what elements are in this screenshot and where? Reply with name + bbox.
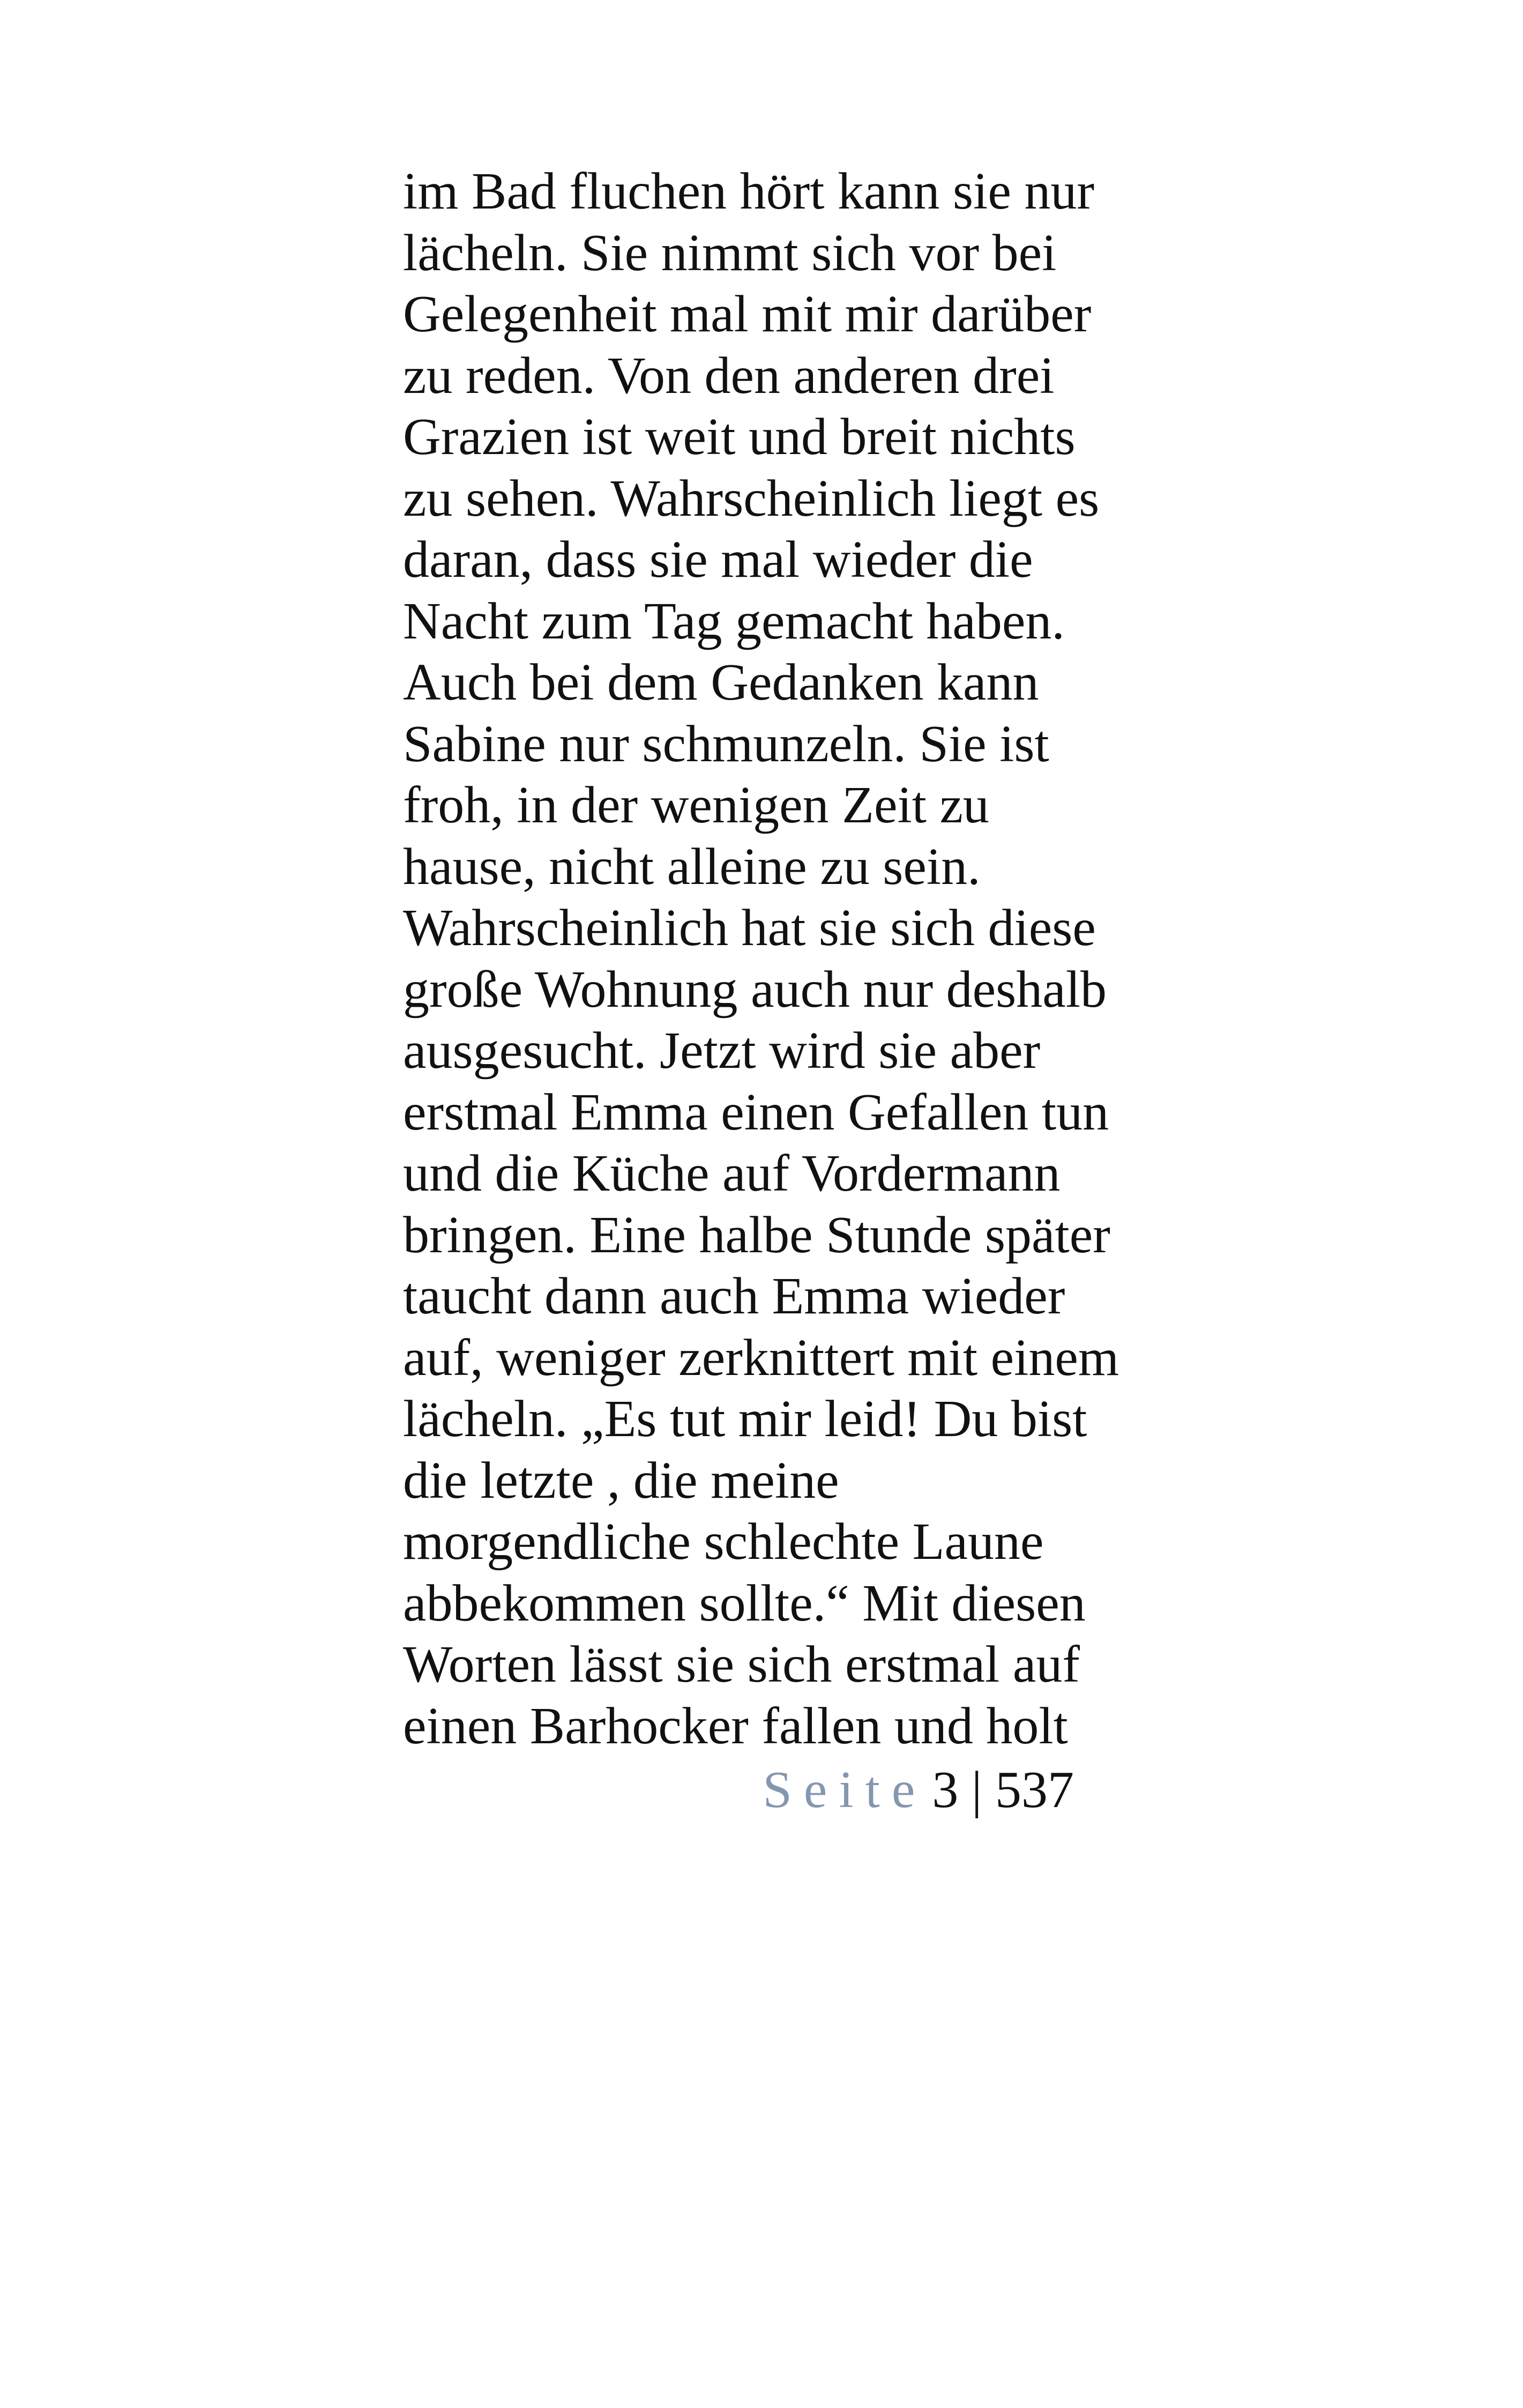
text-line: Auch bei dem Gedanken kann	[403, 653, 1039, 711]
text-line: erstmal Emma einen Gefallen tun	[403, 1083, 1109, 1141]
text-line: taucht dann auch Emma wieder	[403, 1267, 1065, 1325]
page-footer	[403, 1759, 1074, 1820]
text-line: daran, dass sie mal wieder die	[403, 531, 1033, 589]
text-line: und die Küche auf Vordermann	[403, 1144, 1061, 1202]
text-line: die letzte , die meine	[403, 1451, 839, 1510]
text-line: Worten lässt sie sich erstmal auf	[403, 1636, 1080, 1693]
text-line: ausgesucht. Jetzt wird sie aber	[403, 1022, 1041, 1080]
text-line: bringen. Eine halbe Stunde später	[403, 1206, 1110, 1264]
text-line: große Wohnung auch nur deshalb	[403, 960, 1107, 1019]
text-line: zu sehen. Wahrscheinlich liegt es	[403, 469, 1100, 527]
text-line: Grazien ist weit und breit nichts	[403, 408, 1076, 466]
body-text	[403, 161, 1164, 1757]
text-line: Gelegenheit mal mit mir darüber	[403, 285, 1092, 343]
page-number: 3 | 537	[932, 1761, 1074, 1819]
text-line: Sabine nur schmunzeln. Sie ist	[403, 715, 1049, 773]
text-line: Wahrscheinlich hat sie sich diese	[403, 899, 1096, 957]
text-line: im Bad fluchen hört kann sie nur	[403, 162, 1095, 220]
text-line: abbekommen sollte.“ Mit diesen	[403, 1574, 1086, 1632]
text-line: auf, weniger zerknittert mit einem	[403, 1328, 1119, 1387]
text-line: hause, nicht alleine zu sein.	[403, 837, 981, 896]
text-line: morgendliche schlechte Laune	[403, 1513, 1044, 1571]
text-line: einen Barhocker fallen und holt	[403, 1697, 1068, 1755]
text-line: froh, in der wenigen Zeit zu	[403, 776, 989, 834]
text-line: Nacht zum Tag gemacht haben.	[403, 592, 1065, 650]
text-line: zu reden. Von den anderen drei	[403, 346, 1055, 405]
page-label: Seite	[763, 1761, 927, 1819]
text-line: lächeln. „Es tut mir leid! Du bist	[403, 1390, 1087, 1448]
text-line: lächeln. Sie nimmt sich vor bei	[403, 224, 1057, 282]
